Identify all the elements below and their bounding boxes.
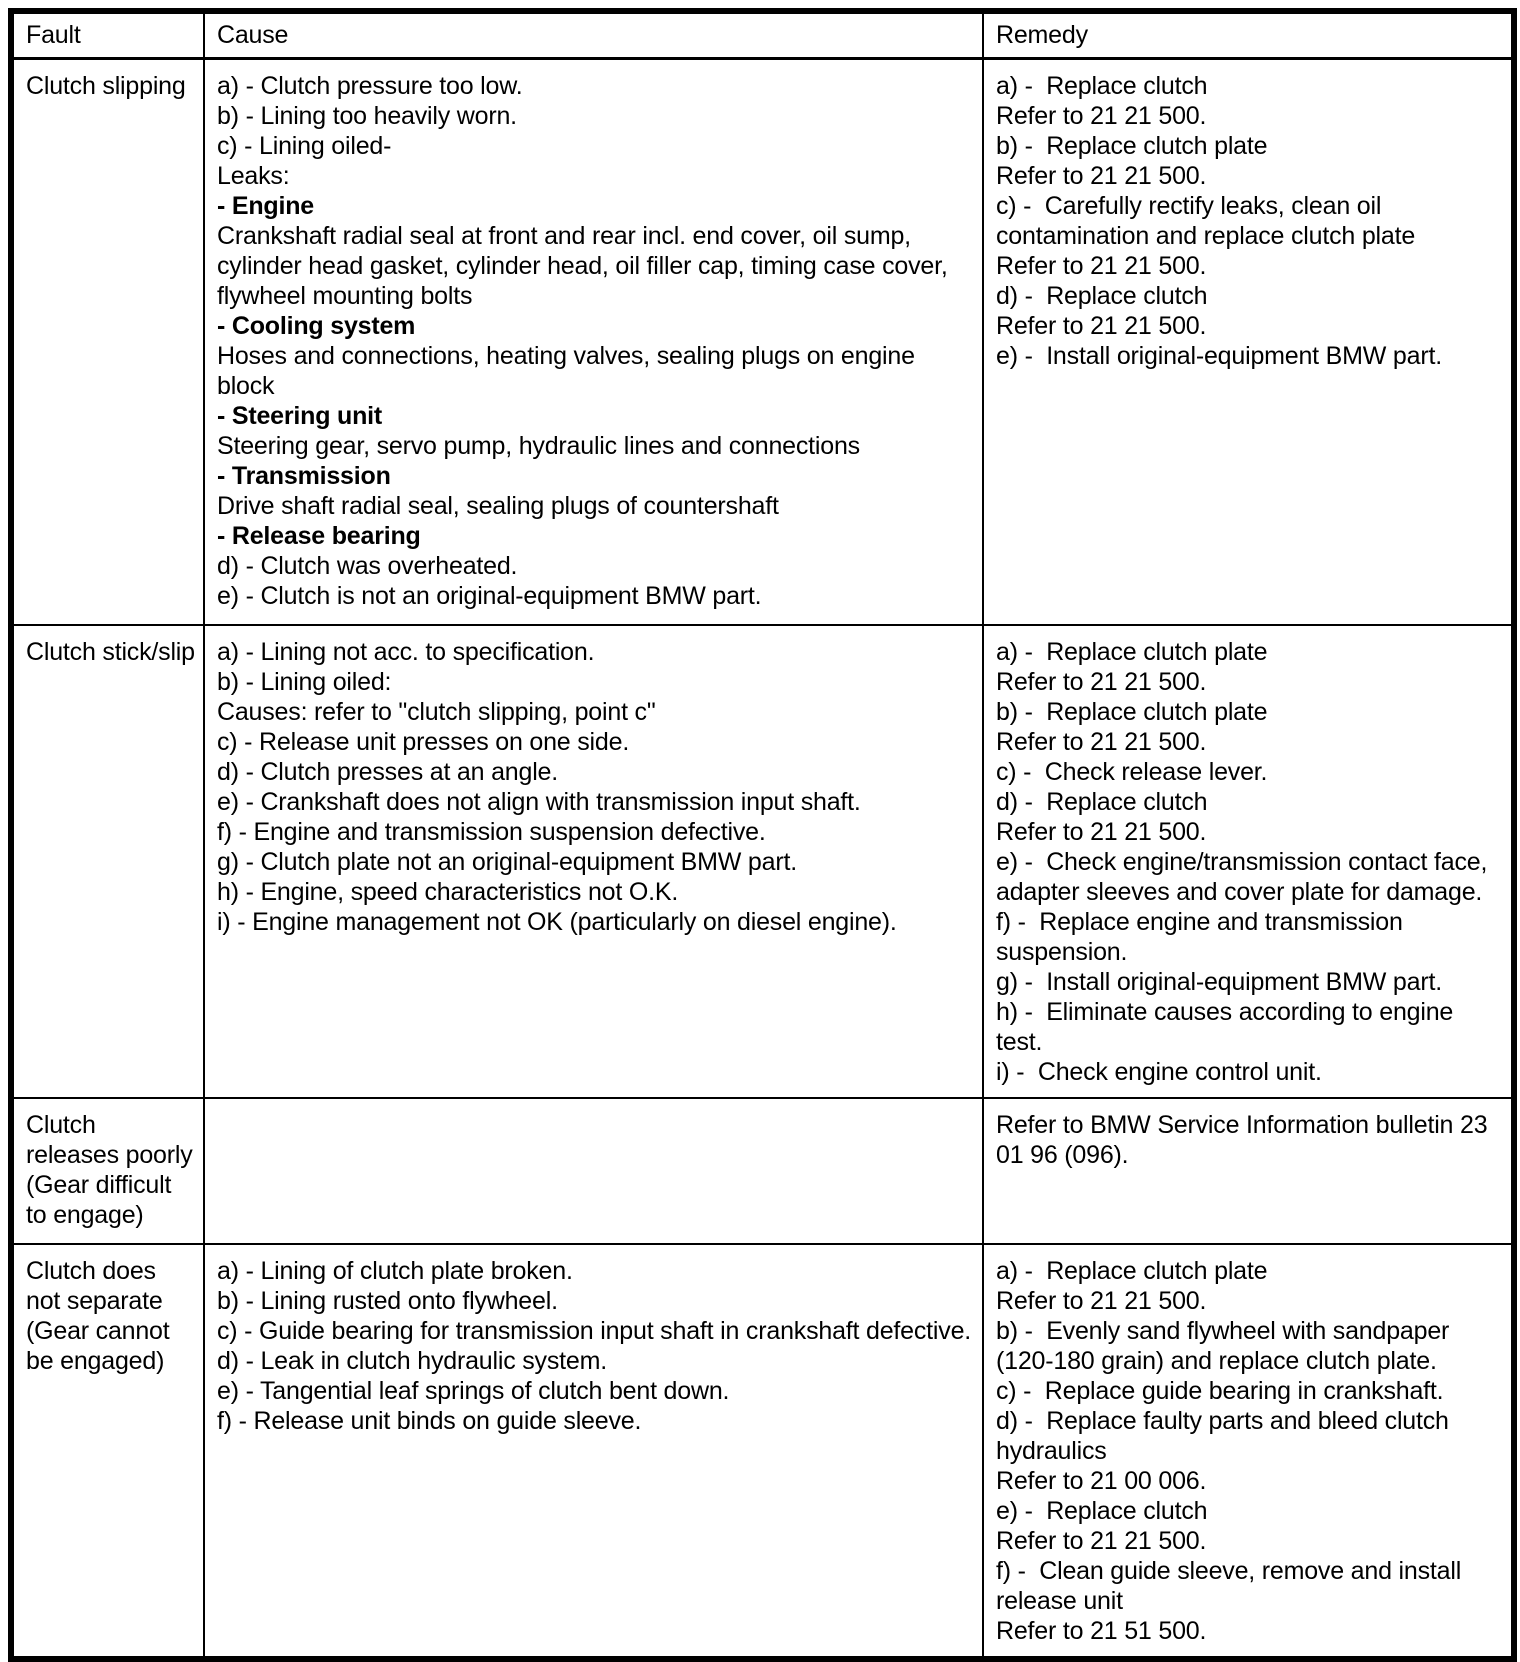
cell-line: Clutch releases poorly xyxy=(26,1111,193,1169)
table-row-clutch-stick-slip xyxy=(11,625,1514,1098)
table-row-clutch-does-not-separate xyxy=(11,1244,1514,1659)
cell-line: a) - Lining of clutch plate broken. xyxy=(217,1257,573,1285)
cell-line: Refer to 21 21 500. xyxy=(996,161,1207,190)
cell-line: (Gear difficult to engage) xyxy=(26,1171,178,1229)
cell-line: g) - Install original-equipment BMW part. xyxy=(996,968,1442,996)
cell-line: c) - Release unit presses on one side. xyxy=(217,728,630,756)
cell-line: Refer to 21 21 500. xyxy=(996,101,1207,130)
cell-line: h) - Eliminate causes according to engine test. xyxy=(996,998,1460,1056)
cell-line: Refer to 21 21 500. xyxy=(996,818,1207,846)
table-row-clutch-releases-poorly xyxy=(11,1098,1514,1244)
cell-line: Refer to BMW Service Information bulletin 23 01 96 (096). xyxy=(996,1111,1495,1169)
cell-line: f) - Clean guide sleeve, remove and install release unit xyxy=(996,1557,1468,1615)
remedy-cell xyxy=(983,1244,1514,1659)
cell-line: b) - Lining oiled: xyxy=(217,668,392,696)
cell-line: Refer to 21 00 006. xyxy=(996,1467,1207,1495)
cell-line: b) - Replace clutch plate xyxy=(996,698,1268,726)
table-row-clutch-slipping xyxy=(11,58,1514,625)
cell-line: e) - Install original-equipment BMW part. xyxy=(996,341,1442,370)
cell-line: Refer to 21 21 500. xyxy=(996,668,1207,696)
fault-cell xyxy=(11,1098,204,1244)
cell-line: c) - Check release lever. xyxy=(996,758,1268,786)
cell-line: d) - Clutch presses at an angle. xyxy=(217,758,558,786)
cell-line: Clutch does not separate xyxy=(26,1257,163,1315)
cell-line: b) - Lining rusted onto flywheel. xyxy=(217,1287,558,1315)
cell-line: (Gear cannot be engaged) xyxy=(26,1317,177,1375)
column-header-fault: Fault xyxy=(11,11,204,58)
remedy-cell xyxy=(983,58,1514,625)
cell-line: c) - Guide bearing for transmission input shaft in crankshaft defective. xyxy=(217,1317,972,1345)
remedy-cell xyxy=(983,625,1514,1098)
cell-line: b) - Lining too heavily worn. xyxy=(217,101,517,130)
cell-line: e) - Clutch is not an original-equipment BMW part. xyxy=(217,581,762,610)
cell-line: c) - Carefully rectify leaks, clean oil contamination and replace clutch plate xyxy=(996,191,1416,250)
cause-cell xyxy=(204,58,983,625)
cell-line: Refer to 21 21 500. xyxy=(996,728,1207,756)
cause-cell xyxy=(204,1244,983,1659)
cell-line: d) - Replace clutch xyxy=(996,281,1208,310)
cell-line: b) - Evenly sand flywheel with sandpaper (120-180 grain) and replace clutch plate. xyxy=(996,1317,1456,1375)
cell-line: - Steering unit xyxy=(217,401,383,430)
cell-line: e) - Crankshaft does not align with transmission input shaft. xyxy=(217,788,861,816)
cell-line: a) - Clutch pressure too low. xyxy=(217,71,523,100)
cell-line: e) - Replace clutch xyxy=(996,1497,1208,1525)
cell-line: c) - Lining oiled- xyxy=(217,131,392,160)
cell-line: Steering gear, servo pump, hydraulic lines and connections xyxy=(217,431,860,460)
cell-line: Refer to 21 51 500. xyxy=(996,1617,1207,1645)
cell-line: - Cooling system xyxy=(217,311,416,340)
cell-line: d) - Leak in clutch hydraulic system. xyxy=(217,1347,607,1375)
cell-line: - Engine xyxy=(217,191,315,220)
header-row xyxy=(11,11,1514,58)
cause-cell xyxy=(204,1098,983,1244)
cell-line: Refer to 21 21 500. xyxy=(996,251,1207,280)
cell-line: - Release bearing xyxy=(217,521,421,550)
cell-line: f) - Engine and transmission suspension defective. xyxy=(217,818,766,846)
cell-line: b) - Replace clutch plate xyxy=(996,131,1268,160)
cell-line: c) - Replace guide bearing in crankshaft. xyxy=(996,1377,1444,1405)
cell-line: Crankshaft radial seal at front and rear incl. end cover, oil sump, cylinder head gasket, cylinder head, oil filler cap, timing case cover, flywheel mounting bolts xyxy=(217,221,955,310)
cell-line: h) - Engine, speed characteristics not O.K. xyxy=(217,878,679,906)
fault-cell xyxy=(11,1244,204,1659)
cell-line: Refer to 21 21 500. xyxy=(996,1527,1207,1555)
cell-line: a) - Replace clutch plate xyxy=(996,1257,1268,1285)
cell-line: e) - Check engine/transmission contact face, adapter sleeves and cover plate for damage. xyxy=(996,848,1494,906)
cell-line: a) - Replace clutch plate xyxy=(996,638,1268,666)
cell-line: Clutch slipping xyxy=(26,71,186,100)
cell-line: - Transmission xyxy=(217,461,391,490)
cell-line: f) - Replace engine and transmission suspension. xyxy=(996,908,1410,966)
cell-line: Leaks: xyxy=(217,161,290,190)
cell-line: Refer to 21 21 500. xyxy=(996,1287,1207,1315)
troubleshooting-table xyxy=(8,8,1517,1662)
cell-line: Drive shaft radial seal, sealing plugs of countershaft xyxy=(217,491,779,520)
cell-line: g) - Clutch plate not an original-equipment BMW part. xyxy=(217,848,797,876)
column-header-cause: Cause xyxy=(204,11,983,58)
cell-line: a) - Replace clutch xyxy=(996,71,1208,100)
cell-line: a) - Lining not acc. to specification. xyxy=(217,638,595,666)
cell-line: f) - Release unit binds on guide sleeve. xyxy=(217,1407,642,1435)
cell-line: d) - Replace clutch xyxy=(996,788,1208,816)
cell-line: Refer to 21 21 500. xyxy=(996,311,1207,340)
cell-line: i) - Check engine control unit. xyxy=(996,1058,1322,1086)
cell-line: i) - Engine management not OK (particularly on diesel engine). xyxy=(217,908,897,936)
cell-line: d) - Replace faulty parts and bleed clutch hydraulics xyxy=(996,1407,1456,1465)
cell-line: Causes: refer to "clutch slipping, point c" xyxy=(217,698,656,726)
cell-line: Clutch stick/slip xyxy=(26,638,195,666)
cell-line: Hoses and connections, heating valves, sealing plugs on engine block xyxy=(217,341,922,400)
fault-cell xyxy=(11,625,204,1098)
remedy-cell xyxy=(983,1098,1514,1244)
cause-cell xyxy=(204,625,983,1098)
column-header-remedy: Remedy xyxy=(983,11,1514,58)
cell-line: e) - Tangential leaf springs of clutch bent down. xyxy=(217,1377,730,1405)
fault-cell xyxy=(11,58,204,625)
cell-line: d) - Clutch was overheated. xyxy=(217,551,518,580)
